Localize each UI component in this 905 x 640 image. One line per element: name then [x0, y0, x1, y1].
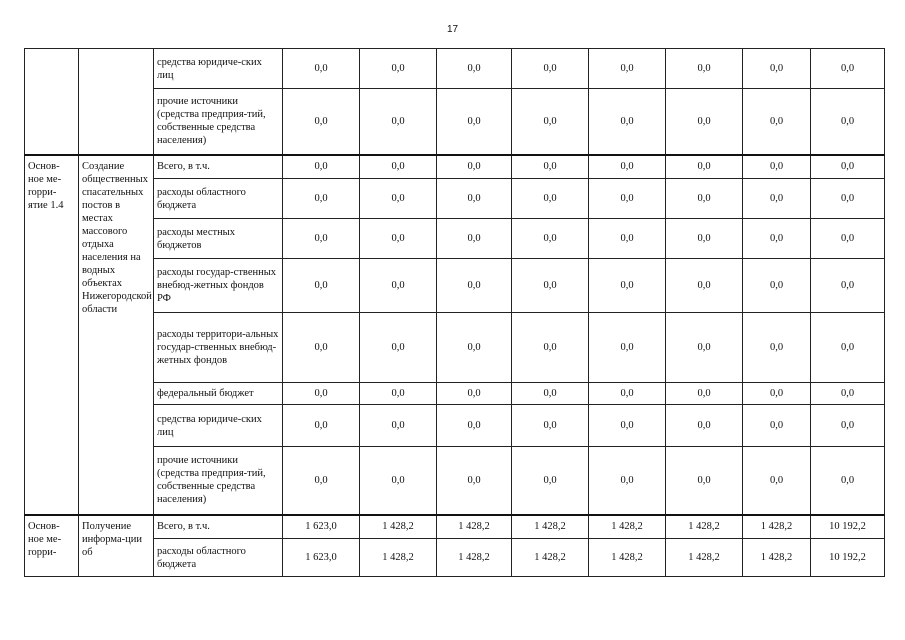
- value-cell: 0,0: [743, 155, 811, 179]
- measure-name-cell: Основ-ное ме-ropри-ятие 1.4: [25, 155, 79, 515]
- value-cell: 0,0: [437, 49, 512, 89]
- value-cell: 0,0: [360, 259, 437, 313]
- measure-description-cell: Получение информа-ции об: [79, 515, 154, 577]
- value-cell: 0,0: [811, 259, 885, 313]
- value-cell: 0,0: [666, 259, 743, 313]
- table-row: [25, 313, 885, 383]
- value-cell: 0,0: [283, 313, 360, 383]
- table-row: [25, 515, 885, 539]
- value-cell: 0,0: [589, 405, 666, 447]
- value-cell: 0,0: [437, 405, 512, 447]
- value-cell: 0,0: [512, 447, 589, 515]
- value-cell: 0,0: [512, 405, 589, 447]
- value-cell: 0,0: [360, 89, 437, 155]
- value-cell: 0,0: [512, 383, 589, 405]
- value-cell: 0,0: [283, 155, 360, 179]
- value-cell: 1 428,2: [360, 515, 437, 539]
- value-cell: 1 428,2: [512, 539, 589, 577]
- value-cell: 0,0: [743, 179, 811, 219]
- value-cell: 0,0: [811, 155, 885, 179]
- value-cell: 0,0: [283, 219, 360, 259]
- value-cell: 0,0: [743, 89, 811, 155]
- value-cell: 1 428,2: [666, 515, 743, 539]
- value-cell: 0,0: [666, 89, 743, 155]
- table-row: [25, 539, 885, 577]
- value-cell: 0,0: [743, 313, 811, 383]
- value-cell: 0,0: [283, 49, 360, 89]
- value-cell: 0,0: [437, 447, 512, 515]
- value-cell: 1 623,0: [283, 515, 360, 539]
- funding-source-cell: расходы областного бюджета: [154, 179, 283, 219]
- value-cell: 0,0: [437, 313, 512, 383]
- value-cell: 0,0: [743, 49, 811, 89]
- value-cell: 0,0: [589, 179, 666, 219]
- value-cell: 1 428,2: [589, 539, 666, 577]
- value-cell: 0,0: [437, 179, 512, 219]
- value-cell: 0,0: [811, 49, 885, 89]
- value-cell: 0,0: [360, 219, 437, 259]
- value-cell: 0,0: [666, 447, 743, 515]
- value-cell: 1 428,2: [437, 539, 512, 577]
- value-cell: 0,0: [811, 179, 885, 219]
- funding-source-cell: средства юридиче-ских лиц: [154, 49, 283, 89]
- funding-source-cell: Всего, в т.ч.: [154, 155, 283, 179]
- page-number: 17: [446, 24, 459, 35]
- value-cell: 0,0: [743, 383, 811, 405]
- value-cell: 0,0: [743, 447, 811, 515]
- funding-source-cell: прочие источники (средства предприя-тий, собственные средства населения): [154, 89, 283, 155]
- value-cell: 0,0: [666, 313, 743, 383]
- funding-source-cell: прочие источники (средства предприя-тий, собственные средства населения): [154, 447, 283, 515]
- value-cell: 0,0: [437, 155, 512, 179]
- value-cell: 0,0: [811, 405, 885, 447]
- value-cell: 1 428,2: [437, 515, 512, 539]
- value-cell: 0,0: [360, 313, 437, 383]
- value-cell: 0,0: [283, 179, 360, 219]
- value-cell: 0,0: [666, 49, 743, 89]
- value-cell: 1 428,2: [666, 539, 743, 577]
- value-cell: 0,0: [437, 89, 512, 155]
- value-cell: 0,0: [589, 447, 666, 515]
- table-row: [25, 447, 885, 515]
- table-row: [25, 405, 885, 447]
- measure-description-cell: Создание общественных спасательных постов в местах массового отдыха населения на водных объектах Нижегородской области: [79, 155, 154, 515]
- value-cell: 0,0: [512, 259, 589, 313]
- value-cell: 0,0: [811, 89, 885, 155]
- value-cell: 0,0: [360, 383, 437, 405]
- funding-source-cell: расходы государ-ственных внебюд-жетных фондов РФ: [154, 259, 283, 313]
- funding-table: [24, 48, 885, 577]
- funding-source-cell: Всего, в т.ч.: [154, 515, 283, 539]
- value-cell: 1 428,2: [512, 515, 589, 539]
- value-cell: 1 428,2: [743, 539, 811, 577]
- value-cell: 0,0: [666, 219, 743, 259]
- table-row: [25, 383, 885, 405]
- value-cell: 0,0: [437, 259, 512, 313]
- value-cell: 1 428,2: [743, 515, 811, 539]
- table-row: [25, 179, 885, 219]
- value-cell: 0,0: [811, 447, 885, 515]
- value-cell: 0,0: [811, 383, 885, 405]
- funding-source-cell: расходы местных бюджетов: [154, 219, 283, 259]
- value-cell: 0,0: [743, 219, 811, 259]
- table-row: [25, 219, 885, 259]
- value-cell: 1 623,0: [283, 539, 360, 577]
- value-cell: 0,0: [360, 179, 437, 219]
- value-cell: 0,0: [437, 383, 512, 405]
- value-cell: 0,0: [360, 155, 437, 179]
- table-body: [25, 49, 885, 577]
- value-cell: 0,0: [589, 155, 666, 179]
- value-cell: 0,0: [360, 447, 437, 515]
- funding-source-cell: расходы областного бюджета: [154, 539, 283, 577]
- value-cell: 0,0: [666, 155, 743, 179]
- measure-name-cell: [25, 49, 79, 155]
- value-cell: 0,0: [283, 383, 360, 405]
- value-cell: 0,0: [811, 313, 885, 383]
- value-cell: 0,0: [360, 405, 437, 447]
- measure-name-cell: Основ-ное ме-ropри-: [25, 515, 79, 577]
- value-cell: 0,0: [589, 259, 666, 313]
- table-row: [25, 49, 885, 89]
- value-cell: 10 192,2: [811, 539, 885, 577]
- value-cell: 0,0: [512, 155, 589, 179]
- value-cell: 0,0: [437, 219, 512, 259]
- value-cell: 0,0: [666, 383, 743, 405]
- value-cell: 10 192,2: [811, 515, 885, 539]
- value-cell: 0,0: [589, 219, 666, 259]
- table-row: [25, 259, 885, 313]
- value-cell: 0,0: [283, 259, 360, 313]
- value-cell: 0,0: [589, 89, 666, 155]
- value-cell: 0,0: [589, 49, 666, 89]
- value-cell: 0,0: [666, 405, 743, 447]
- value-cell: 0,0: [512, 219, 589, 259]
- funding-source-cell: федеральный бюджет: [154, 383, 283, 405]
- value-cell: 0,0: [283, 89, 360, 155]
- value-cell: 0,0: [360, 49, 437, 89]
- funding-source-cell: расходы территори-альных государ-ственных внебюд-жетных фондов: [154, 313, 283, 383]
- value-cell: 0,0: [589, 383, 666, 405]
- measure-description-cell: [79, 49, 154, 155]
- table-row: [25, 89, 885, 155]
- value-cell: 0,0: [512, 89, 589, 155]
- value-cell: 0,0: [512, 313, 589, 383]
- value-cell: 0,0: [743, 405, 811, 447]
- value-cell: 1 428,2: [360, 539, 437, 577]
- value-cell: 1 428,2: [589, 515, 666, 539]
- value-cell: 0,0: [743, 259, 811, 313]
- value-cell: 0,0: [811, 219, 885, 259]
- value-cell: 0,0: [666, 179, 743, 219]
- funding-source-cell: средства юридиче-ских лиц: [154, 405, 283, 447]
- value-cell: 0,0: [512, 179, 589, 219]
- value-cell: 0,0: [283, 447, 360, 515]
- value-cell: 0,0: [589, 313, 666, 383]
- table-row: [25, 155, 885, 179]
- value-cell: 0,0: [512, 49, 589, 89]
- value-cell: 0,0: [283, 405, 360, 447]
